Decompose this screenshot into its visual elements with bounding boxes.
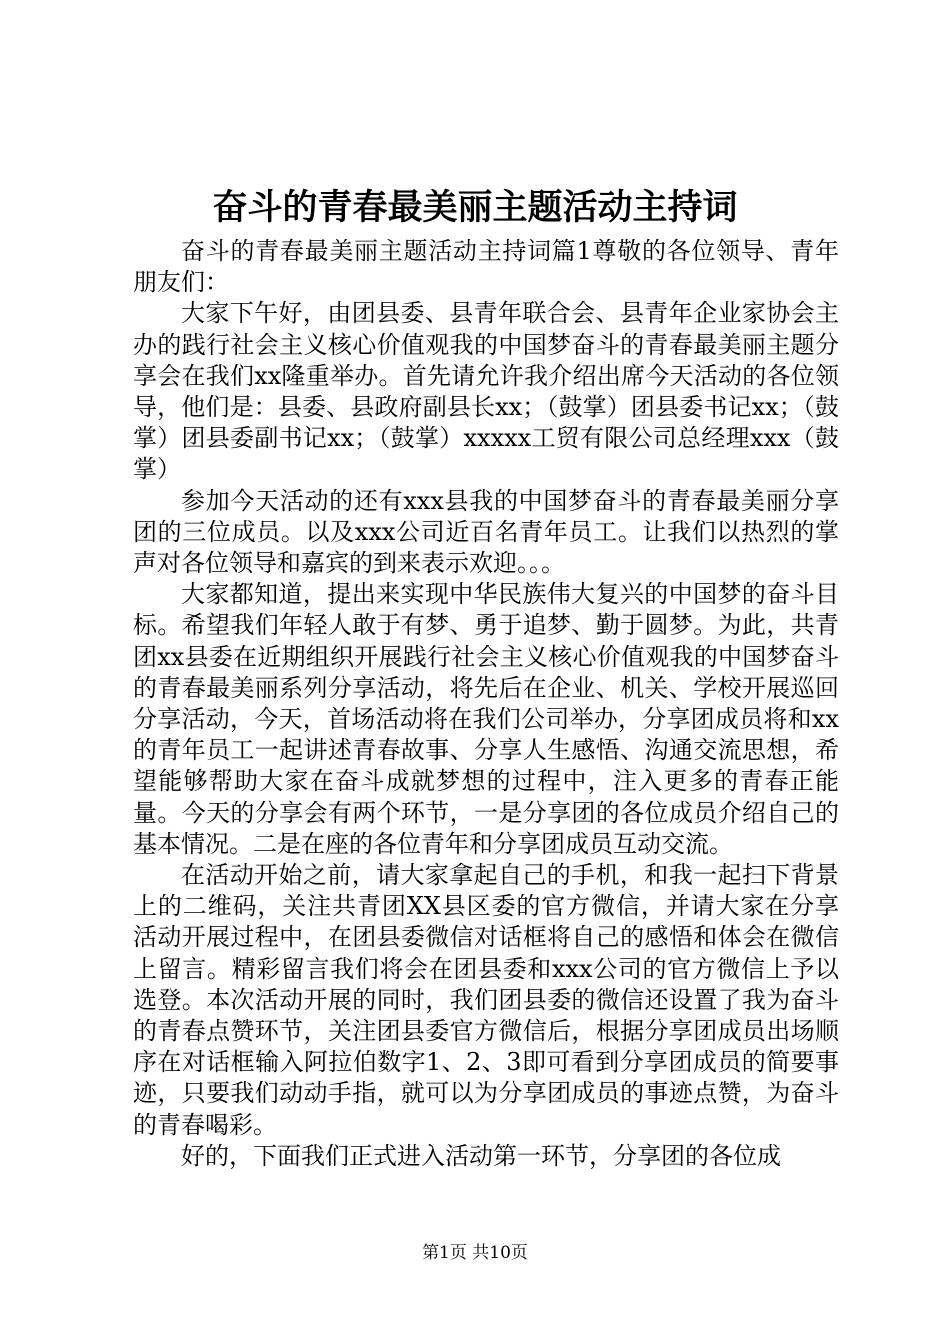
paragraph-6: 好的，下面我们正式进入活动第一环节，分享团的各位成 [181,1141,781,1170]
paragraph-2: 大家下午好，由团县委、县青年联合会、县青年企业家协会主办的践行社会主义核心价值观我的中国梦奋斗的青春最美丽主题分享会在我们xx隆重举办。首先请允许我介绍出席今天活动的各位领导，他们是：县委、县政府副县长xx；（鼓掌）团县委书记xx；（鼓掌）团县委副书记xx；（鼓掌）xxxxx工贸有限公司总经理xxx（鼓掌） [133,299,839,484]
paragraph-4: 大家都知道，提出来实现中华民族伟大复兴的中国梦的奋斗目标。希望我们年轻人敢于有梦、勇于追梦、勤于圆梦。为此，共青团xx县委在近期组织开展践行社会主义核心价值观我的中国梦奋斗的青春最美丽系列分享活动，将先后在企业、机关、学校开展巡回分享活动，今天，首场活动将在我们公司举办，分享团成员将和xx的青年员工一起讲述青春故事、分享人生感悟、沟通交流思想，希望能够帮助大家在奋斗成就梦想的过程中，注入更多的青春正能量。今天的分享会有两个环节，一是分享团的各位成员介绍自己的基本情况。二是在座的各位青年和分享团成员互动交流。 [133,580,839,858]
paragraph-3: 参加今天活动的还有xxx县我的中国梦奋斗的青春最美丽分享团的三位成员。以及xxx公司近百名青年员工。让我们以热烈的掌声对各位领导和嘉宾的到来表示欢迎。。。 [133,486,839,578]
document-body [133,236,839,1172]
document-title: 奋斗的青春最美丽主题活动主持词 [212,187,738,228]
paragraph-5: 在活动开始之前，请大家拿起自己的手机，和我一起扫下背景上的二维码，关注共青团XX县区委的官方微信，并请大家在分享活动开展过程中，在团县委微信对话框将自己的感悟和体会在微信上留言。精彩留言我们将会在团县委和xxx公司的官方微信上予以选登。本次活动开展的同时，我们团县委的微信还设置了我为奋斗的青春点赞环节，关注团县委官方微信后，根据分享团成员出场顺序在对话框输入阿拉伯数字1、2、3即可看到分享团成员的简要事迹，只要我们动动手指，就可以为分享团成员的事迹点赞，为奋斗的青春喝彩。 [133,861,839,1139]
paragraph-1: 奋斗的青春最美丽主题活动主持词篇1尊敬的各位领导、青年朋友们： [133,237,839,297]
page-footer: 第1页 共10页 [422,1243,528,1263]
